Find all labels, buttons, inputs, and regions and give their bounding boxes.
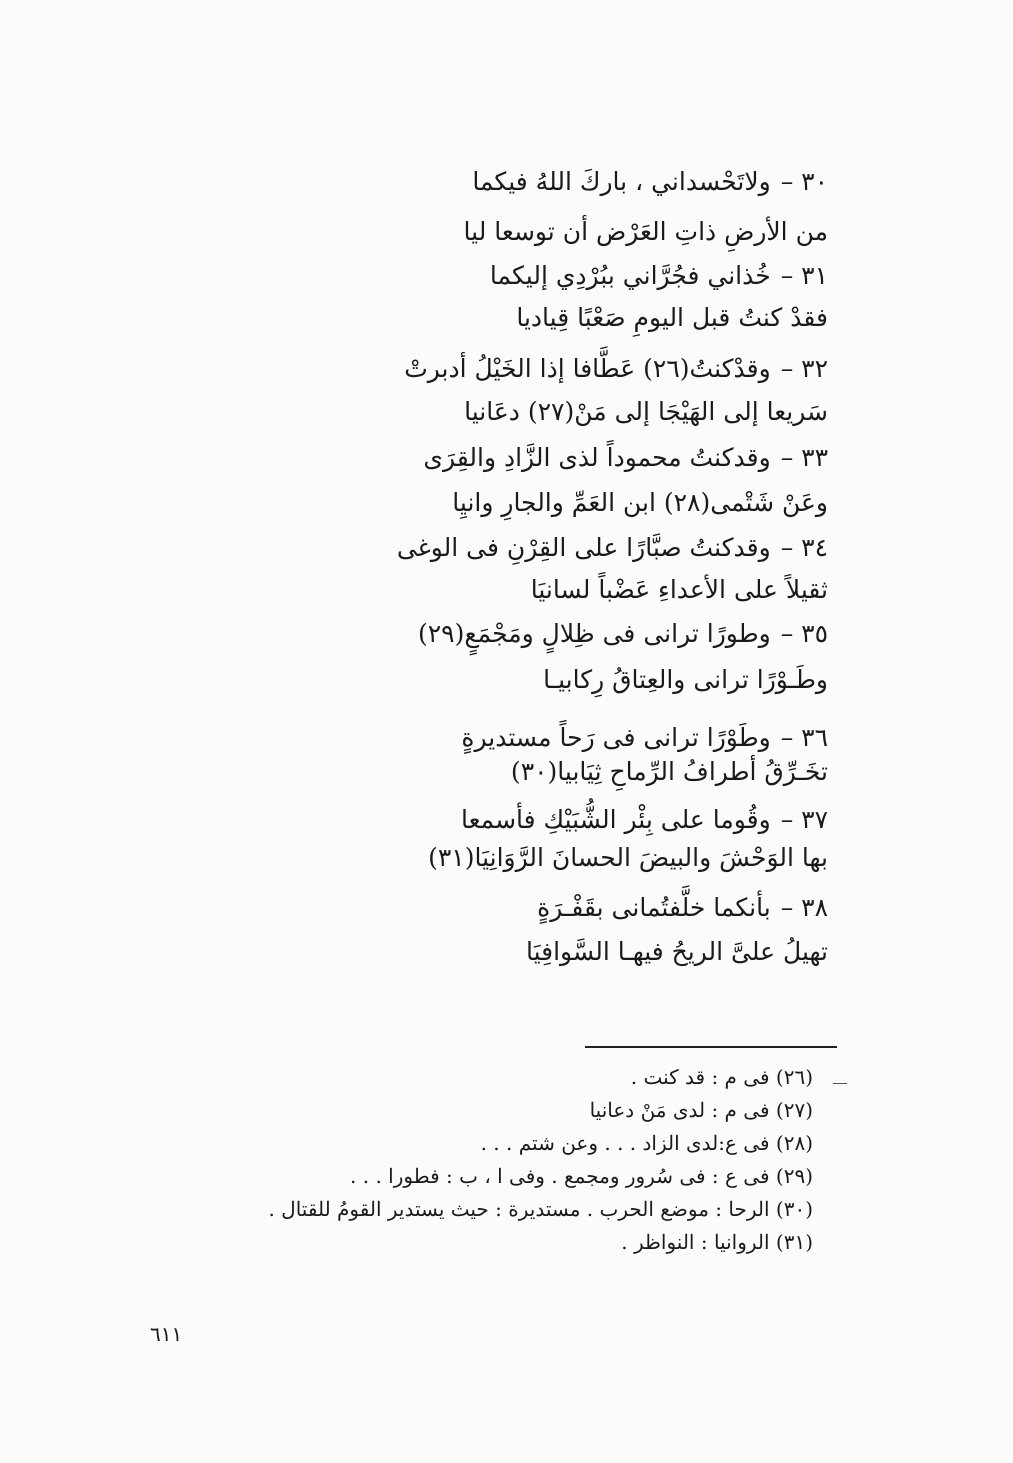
verse-text: وقُوما على بِئْر الشُّبَيْكِ فأسمعا bbox=[460, 805, 771, 834]
verse-text: وطَوْرًا ترانى فى رَحاً مستديرةٍ bbox=[461, 723, 771, 752]
verse-text: بأنكما خلَّفتُمانى بقَفْـرَةٍ bbox=[537, 893, 771, 922]
page-number: ٦١١ bbox=[150, 1322, 183, 1346]
verse-text: وطورًا ترانى فى ظِلالٍ ومَجْمَعٍ(٢٩) bbox=[417, 619, 771, 648]
verse-first-hemistich bbox=[490, 256, 828, 296]
verse-number: ٣١ – bbox=[780, 261, 828, 290]
verse-first-hemistich bbox=[472, 162, 828, 202]
footnote-28: (٢٨) فى ع:لدى الزاد . . . وعن شتم . . . bbox=[480, 1131, 813, 1155]
verse-number: ٣٧ – bbox=[780, 805, 828, 834]
footnote-26: (٢٦) فى م : قد كنت . bbox=[630, 1065, 813, 1089]
verse-number: ٣٥ – bbox=[780, 619, 828, 648]
footnote-31: (٣١) الروانيا : النواظر . bbox=[621, 1230, 813, 1254]
verse-text: وقدكنتُ صبَّارًا على القِرْنِ فى الوغى bbox=[396, 533, 771, 562]
verse-text: ولاتَحْسداني ، باركَ اللهُ فيكما bbox=[472, 167, 771, 196]
footnote-29: (٢٩) فى ع : فى سُرور ومجمع . وفى ا ، ب : فطورا . . . bbox=[350, 1164, 813, 1188]
footnotes bbox=[173, 1062, 813, 1260]
verse-first-hemistich bbox=[404, 349, 828, 389]
verse-second-hemistich: بها الوَحْشَ والبيضَ الحسانَ الرَّوَانِيَا(٣١) bbox=[428, 843, 828, 872]
footnote-27: (٢٧) فى م : لدى مَنْ دعانيا bbox=[589, 1098, 813, 1122]
verse-text: وقدكنتُ محموداً لذى الزَّادِ والقِرَى bbox=[423, 443, 771, 472]
verse-second-hemistich: ثقيلاً على الأعداءِ عَضْباً لسانيَا bbox=[530, 575, 828, 604]
verse-first-hemistich bbox=[418, 614, 828, 654]
verse-first-hemistich bbox=[461, 800, 828, 840]
footnote-separator bbox=[585, 1046, 837, 1048]
verse-number: ٣٣ – bbox=[780, 443, 828, 472]
verse-second-hemistich: وعَنْ شَتْمى(٢٨) ابن العَمِّ والجارِ وانيِا bbox=[452, 488, 828, 517]
verse-second-hemistich: وطَـوْرًا ترانى والعِتاقُ رِكابيـا bbox=[543, 665, 828, 694]
verse-number: ٣٢ – bbox=[780, 354, 828, 383]
margin-mark bbox=[833, 1083, 847, 1084]
verse-second-hemistich: فقدْ كنتُ قبل اليومِ صَعْبًا قِياديا bbox=[516, 303, 828, 332]
verse-first-hemistich bbox=[397, 528, 828, 568]
verse-text: وقدْكنتُ(٢٦) عَطَّافا إذا الخَيْلُ أدبرتْ bbox=[404, 354, 771, 383]
verse-number: ٣٨ – bbox=[780, 893, 828, 922]
verse-number: ٣٠ – bbox=[780, 167, 828, 196]
verse-text: خُذاني فجُرَّاني ببُرْدِي إليكما bbox=[489, 261, 771, 290]
verse-first-hemistich bbox=[537, 888, 828, 928]
verse-second-hemistich: تهيلُ علىَّ الريحُ فيهـا السَّوافِيَا bbox=[525, 937, 828, 966]
verse-number: ٣٤ – bbox=[780, 533, 828, 562]
verse-second-hemistich: سَريعا إلى الهَيْجَا إلى مَنْ(٢٧) دعَانيا bbox=[464, 397, 828, 426]
footnote-30: (٣٠) الرحا : موضع الحرب . مستديرة : حيث يستدير القومُ للقتال . bbox=[268, 1197, 813, 1221]
verse-second-hemistich: من الأرضِ ذاتِ العَرْض أن توسعا ليا bbox=[463, 217, 828, 246]
verse-number: ٣٦ – bbox=[780, 723, 828, 752]
verse-first-hemistich bbox=[423, 438, 828, 478]
verse-second-hemistich: تخَـرِّقُ أطرافُ الرِّماحِ ثِيَابيا(٣٠) bbox=[510, 757, 828, 786]
